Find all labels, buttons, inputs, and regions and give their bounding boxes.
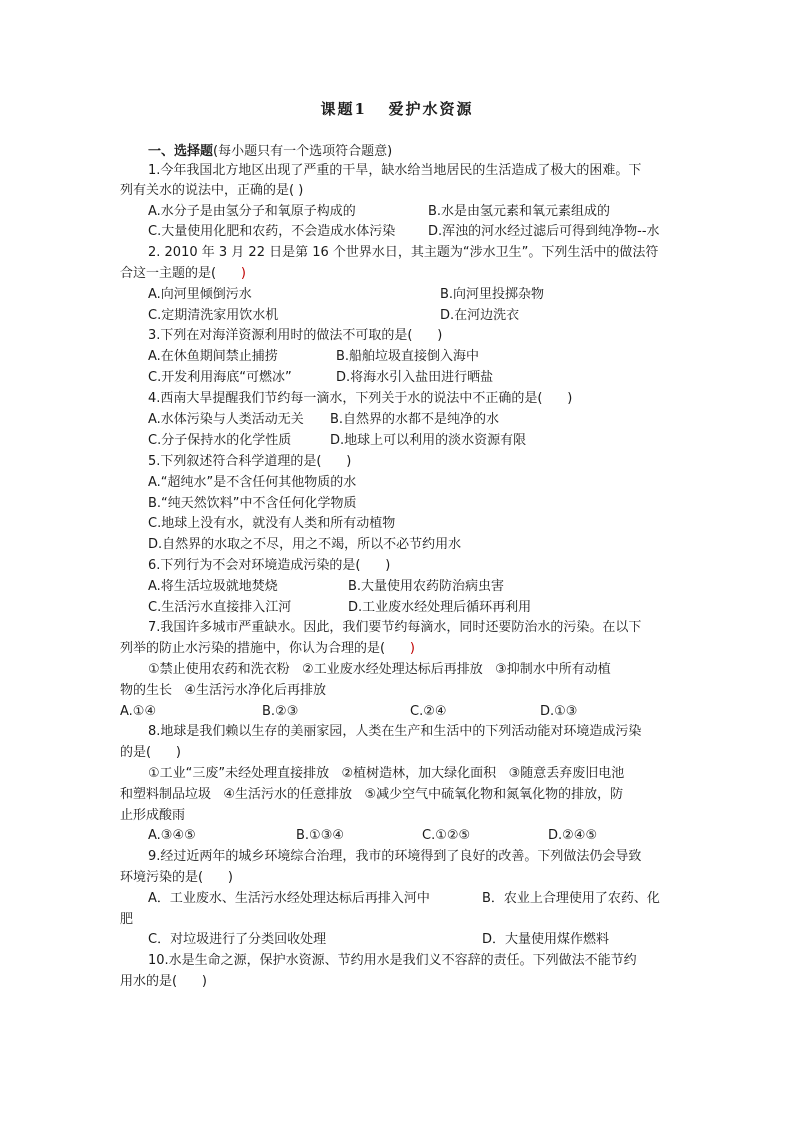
q6-option-a: A.将生活垃圾就地焚烧 (148, 579, 278, 594)
q3-option-b: B.船舶垃圾直接倒入海中 (336, 349, 480, 364)
q7-option-c: C.②④ (410, 704, 447, 719)
q9-option-d: D．大量使用煤作燃料 (482, 932, 610, 947)
page-title: 课题1 爱护水资源 (320, 100, 474, 118)
q6-option-c: C.生活污水直接排入江河 (148, 600, 292, 615)
q4-stem: 4.西南大旱提醒我们节约每一滴水，下列关于水的说法中不正确的是( ) (148, 391, 573, 406)
q7-answer-paren: ) (385, 641, 415, 656)
q5-option-c: C.地球上没有水，就没有人类和所有动植物 (148, 516, 396, 531)
q2-option-b: B.向河里投掷杂物 (440, 287, 545, 302)
section-heading-note: (每小题只有一个选项符合题意) (213, 144, 393, 159)
q4-option-a: A.水体污染与人类活动无关 (148, 412, 304, 427)
q2-stem-text: 合这一主题的是( (120, 266, 217, 281)
q5-option-d: D.自然界的水取之不尽，用之不竭，所以不必节约用水 (148, 537, 462, 552)
q4-option-d: D.地球上可以利用的淡水资源有限 (330, 433, 527, 448)
section-heading (148, 144, 392, 160)
q2-stem-line1: 2. 2010 年 3 月 22 日是第 16 个世界水日，其主题为“涉水卫生”。下列生活中的做法符 (148, 245, 659, 260)
q6-stem: 6.下列行为不会对环境造成污染的是( ) (148, 558, 391, 573)
q4-option-b: B.自然界的水都不是纯净的水 (330, 412, 500, 427)
q8-stem-line1: 8.地球是我们赖以生存的美丽家园，人类在生产和生活中的下列活动能对环境造成污染 (148, 724, 642, 739)
q8-option-b: B.①③④ (296, 828, 345, 843)
q7-option-d: D.①③ (540, 704, 578, 719)
q8-option-c: C.①②⑤ (422, 828, 471, 843)
q8-statements-line3: 止形成酸雨 (120, 808, 186, 823)
q1-option-d: D.浑浊的河水经过滤后可得到纯净物--水 (428, 224, 660, 239)
q6-option-d: D.工业废水经处理后循环再利用 (348, 600, 532, 615)
q2-option-c: C.定期清洗家用饮水机 (148, 308, 279, 323)
q9-option-c: C．对垃圾进行了分类回收处理 (148, 932, 327, 947)
q7-stem-line2 (120, 641, 415, 657)
q5-stem: 5.下列叙述符合科学道理的是( ) (148, 454, 352, 469)
q1-stem-line1: 1.今年我国北方地区出现了严重的干旱，缺水给当地居民的生活造成了极大的困难。下 (148, 163, 642, 178)
q7-option-b: B.②③ (262, 704, 299, 719)
q9-stem-line1: 9.经过近两年的城乡环境综合治理，我市的环境得到了良好的改善。下列做法仍会导致 (148, 849, 642, 864)
q8-statements-line1: ①工业“三废”未经处理直接排放 ②植树造林，加大绿化面积 ③随意丢弃废旧电池 (148, 766, 625, 781)
q8-statements-line2: 和塑料制品垃圾 ④生活污水的任意排放 ⑤减少空气中硫氧化物和氮氧化物的排放，防 (120, 787, 624, 802)
q3-option-a: A.在休鱼期间禁止捕捞 (148, 349, 278, 364)
q5-option-b: B.“纯天然饮料”中不含任何化学物质 (148, 496, 357, 511)
q3-stem: 3.下列在对海洋资源利用时的做法不可取的是( ) (148, 328, 443, 343)
q1-stem-line2: 列有关水的说法中，正确的是( ) (120, 183, 304, 198)
q2-option-d: D.在河边洗衣 (440, 308, 520, 323)
q3-option-c: C.开发利用海底“可燃冰” (148, 370, 292, 385)
q7-statements-line1: ①禁止使用农药和洗衣粉 ②工业废水经处理达标后再排放 ③抑制水中所有动植 (148, 662, 611, 677)
q10-stem-line2: 用水的是( ) (120, 974, 207, 989)
q9-stem-line2: 环境污染的是( ) (120, 870, 233, 885)
q1-option-b: B.水是由氢元素和氧元素组成的 (428, 204, 611, 219)
q7-stem-text: 列举的防止水污染的措施中，你认为合理的是( (120, 641, 386, 656)
q8-stem-line2: 的是( ) (120, 745, 181, 760)
q8-option-a: A.③④⑤ (148, 828, 196, 843)
q8-option-d: D.②④⑤ (548, 828, 598, 843)
q5-option-a: A.“超纯水”是不含任何其他物质的水 (148, 475, 357, 490)
q7-option-a: A.①④ (120, 704, 157, 719)
q7-statements-line2: 物的生长 ④生活污水净化后再排放 (120, 683, 327, 698)
section-heading-label: 一、选择题 (148, 144, 214, 159)
q1-option-a: A.水分子是由氢分子和氧原子构成的 (148, 204, 356, 219)
q9-option-a: A．工业废水、生活污水经处理达标后再排入河中 (148, 891, 430, 906)
q6-option-b: B.大量使用农药防治病虫害 (348, 579, 505, 594)
q3-option-d: D.将海水引入盐田进行晒盐 (336, 370, 494, 385)
q2-stem-line2 (120, 266, 246, 282)
q4-option-c: C.分子保持水的化学性质 (148, 433, 292, 448)
q9-option-b-continued: 肥 (120, 912, 134, 927)
q7-stem-line1: 7.我国许多城市严重缺水。因此，我们要节约每滴水，同时还要防治水的污染。在以下 (148, 620, 642, 635)
q2-answer-paren: ) (216, 266, 246, 281)
q2-option-a: A.向河里倾倒污水 (148, 287, 252, 302)
q9-option-b: B．农业上合理使用了农药、化 (482, 891, 660, 906)
q10-stem-line1: 10.水是生命之源，保护水资源、节约用水是我们义不容辞的责任。下列做法不能节约 (148, 953, 637, 968)
q1-option-c: C.大量使用化肥和农药，不会造成水体污染 (148, 224, 396, 239)
